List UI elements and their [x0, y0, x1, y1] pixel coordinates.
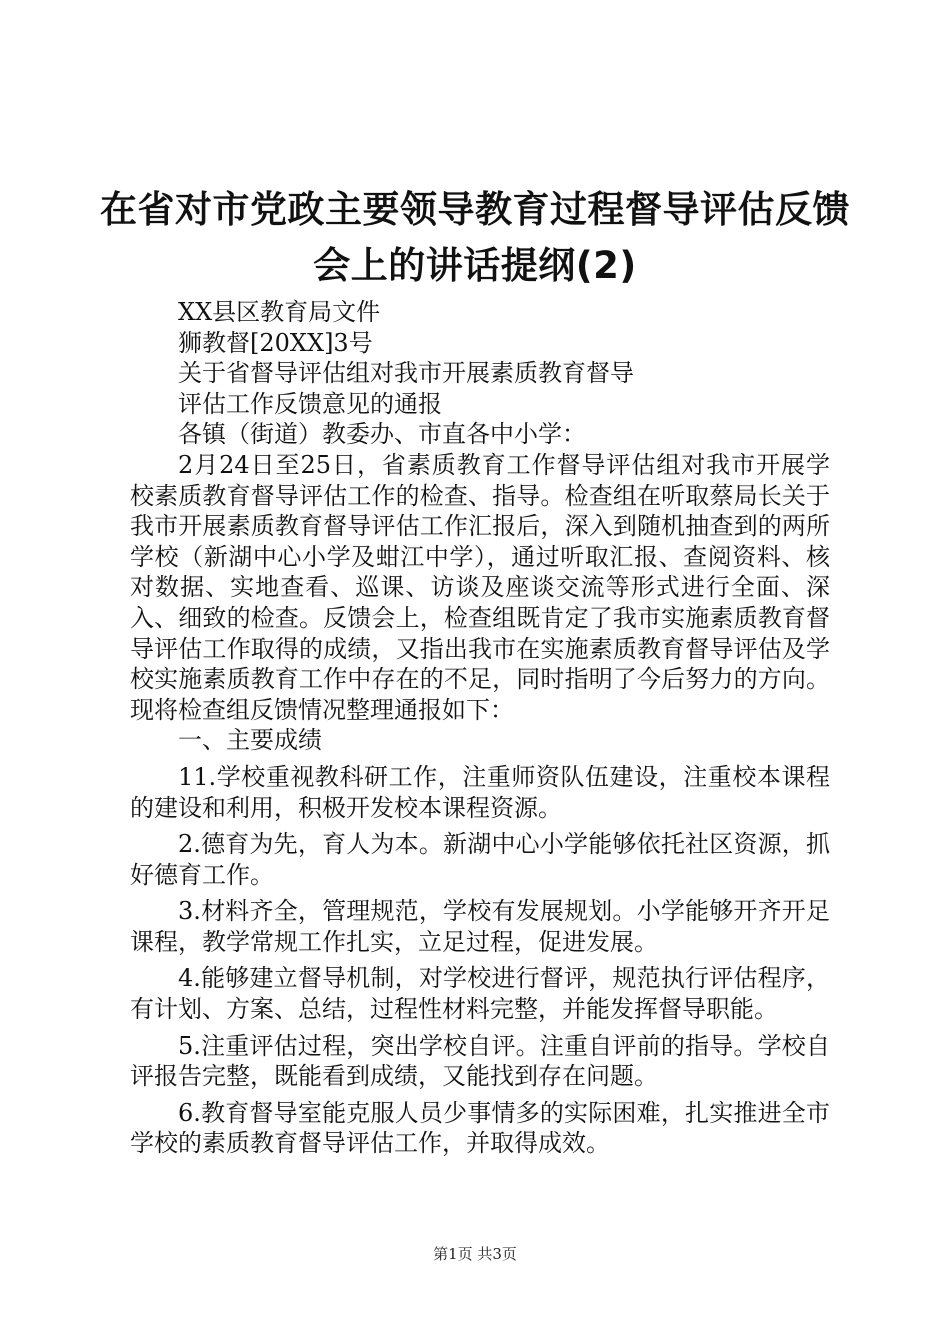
- document-title: [80, 182, 870, 294]
- recipients-line: 各镇（街道）教委办、市直各中小学：: [178, 420, 586, 449]
- list-item: 11.学校重视教科研工作，注重师资队伍建设，注重校本课程的建设和利用，积极开发校本课程资源。: [130, 762, 830, 822]
- list-item: 5.注重评估过程，突出学校自评。注重自评前的指导。学校自评报告完整，既能看到成绩，又能找到存在问题。: [130, 1031, 830, 1091]
- header-line-doc-number: 狮教督[20XX]3号: [178, 328, 373, 357]
- section-heading: 一、主要成绩: [178, 726, 322, 755]
- list-item: 2.德育为先，育人为本。新湖中心小学能够依托社区资源，抓好德育工作。: [130, 830, 830, 889]
- title-line-2: 会上的讲话提纲(2): [313, 244, 637, 287]
- intro-paragraph: 2月24日至25日，省素质教育工作督导评估组对我市开展学校素质教育督导评估工作的检查、指导。检查组在听取蔡局长关于我市开展素质教育督导评估工作汇报后，深入到随机抽查到的两所学校（新湖中心小学及蚶江中学），通过听取汇报、查阅资料、核对数据、实地查看、巡课、访谈及座谈交流等形式进行全面、深入、细致的检查。反馈会上，检查组既肯定了我市实施素质教育督导评估工作取得的成绩，又指出我市在实施素质教育督导评估及学校实施素质教育工作中存在的不足，同时指明了今后努力的方向。现将检查组反馈情况整理通报如下：: [130, 450, 830, 724]
- notice-subject-line-2: 评估工作反馈意见的通报: [178, 389, 442, 418]
- header-line-bureau: XX县区教育局文件: [178, 298, 381, 326]
- document-body: [130, 297, 830, 1159]
- list-item: 3.材料齐全，管理规范，学校有发展规划。小学能够开齐开足课程，教学常规工作扎实，立足过程，促进发展。: [130, 897, 830, 956]
- list-item: 6.教育督导室能克服人员少事情多的实际困难，扎实推进全市学校的素质教育督导评估工作，并取得成效。: [130, 1098, 830, 1158]
- page-number-footer: 第1页 共3页: [433, 1245, 517, 1263]
- list-item: 4.能够建立督导机制，对学校进行督评，规范执行评估程序，有计划、方案、总结，过程性材料完整，并能发挥督导职能。: [130, 964, 830, 1024]
- notice-subject-line-1: 关于省督导评估组对我市开展素质教育督导: [178, 359, 634, 388]
- title-line-1: 在省对市党政主要领导教育过程督导评估反馈: [100, 188, 850, 231]
